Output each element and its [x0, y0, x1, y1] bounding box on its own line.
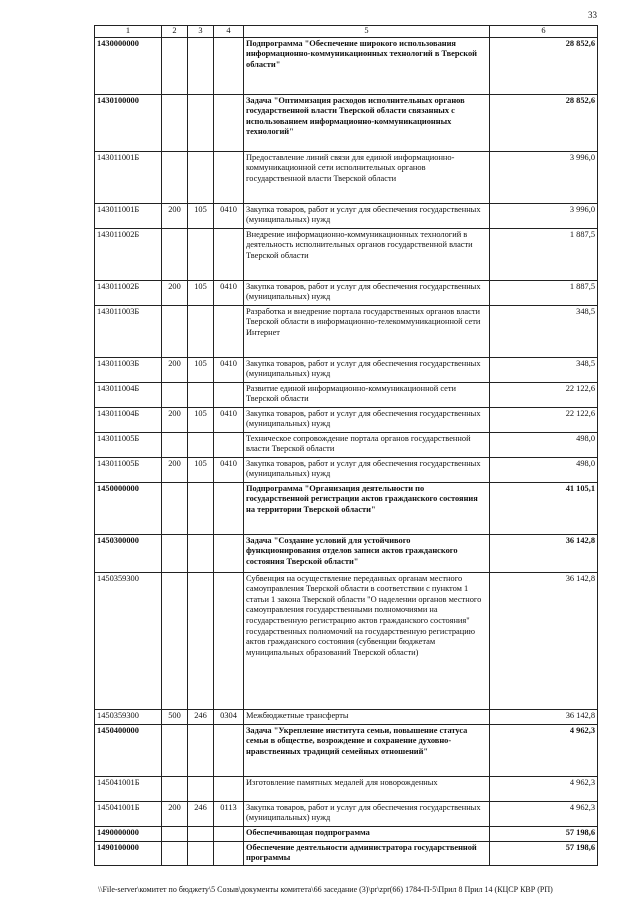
table-row: [95, 432, 598, 457]
col4-cell: [214, 151, 244, 203]
name-cell: Обеспечение деятельности администратора государственной программы: [244, 841, 490, 865]
table-row: [95, 37, 598, 94]
table-row: [95, 151, 598, 203]
col4-cell: [214, 382, 244, 407]
col2-cell: [162, 37, 188, 94]
amount-cell: 36 142,8: [490, 534, 598, 572]
col4-cell: [214, 724, 244, 776]
col3-cell: [188, 826, 214, 841]
amount-cell: 4 962,3: [490, 724, 598, 776]
col4-cell: [214, 305, 244, 357]
col3-cell: [188, 776, 214, 801]
col2-cell: 500: [162, 709, 188, 724]
col3-cell: 246: [188, 709, 214, 724]
col3-cell: [188, 37, 214, 94]
name-cell: Техническое сопровождение портала органов государственной власти Тверской области: [244, 432, 490, 457]
header-cell: 2: [162, 26, 188, 38]
table-row: [95, 534, 598, 572]
col3-cell: [188, 841, 214, 865]
col2-cell: [162, 94, 188, 151]
header-cell: 3: [188, 26, 214, 38]
col4-cell: [214, 841, 244, 865]
code-cell: 143011003Б: [95, 305, 162, 357]
col4-cell: [214, 534, 244, 572]
col2-cell: [162, 228, 188, 280]
name-cell: Развитие единой информационно-коммуникационной сети Тверской области: [244, 382, 490, 407]
code-cell: 143011001Б: [95, 203, 162, 228]
col2-cell: [162, 826, 188, 841]
name-cell: Разработка и внедрение портала государственных органов власти Тверской области в информационно-телекоммуникационной сети Интернет: [244, 305, 490, 357]
name-cell: Задача "Оптимизация расходов исполнительных органов государственной власти Тверской области связанных с использованием информационно-коммуникационных технологий": [244, 94, 490, 151]
amount-cell: 3 996,0: [490, 151, 598, 203]
code-cell: 1490000000: [95, 826, 162, 841]
amount-cell: 57 198,6: [490, 826, 598, 841]
col2-cell: [162, 724, 188, 776]
col2-cell: [162, 382, 188, 407]
header-row: [95, 26, 598, 38]
budget-table: [94, 25, 598, 866]
table-row: [95, 407, 598, 432]
amount-cell: 36 142,8: [490, 572, 598, 709]
amount-cell: 498,0: [490, 457, 598, 482]
amount-cell: 4 962,3: [490, 776, 598, 801]
col4-cell: [214, 482, 244, 534]
col2-cell: [162, 572, 188, 709]
amount-cell: 348,5: [490, 357, 598, 382]
col3-cell: 246: [188, 801, 214, 826]
col3-cell: [188, 228, 214, 280]
name-cell: Задача "Укрепление института семьи, повышение статуса семьи в обществе, возрождение и сохранение духовно-нравственных традиций семейных отношений": [244, 724, 490, 776]
file-path-footer: \\File-server\комитет по бюджету\5 Созыв\документы комитета\66 заседание (3)\pr\zpr(66) 1784-П-5\Прил 8 Прил 14 (КЦСР КВР (РП): [98, 885, 553, 894]
table-row: [95, 841, 598, 865]
col3-cell: [188, 482, 214, 534]
name-cell: Внедрение информационно-коммуникационных технологий в деятельность исполнительных органов государственной власти Тверской области: [244, 228, 490, 280]
table-row: [95, 572, 598, 709]
col4-cell: 0410: [214, 407, 244, 432]
col2-cell: [162, 841, 188, 865]
name-cell: Подпрограмма "Организация деятельности по государственной регистрации актов гражданского состояния на территории Тверской области": [244, 482, 490, 534]
table-row: [95, 826, 598, 841]
col2-cell: 200: [162, 357, 188, 382]
col2-cell: [162, 151, 188, 203]
col4-cell: [214, 94, 244, 151]
header-cell: 5: [244, 26, 490, 38]
name-cell: Закупка товаров, работ и услуг для обеспечения государственных (муниципальных) нужд: [244, 801, 490, 826]
header-cell: 6: [490, 26, 598, 38]
table-row: [95, 228, 598, 280]
code-cell: 143011005Б: [95, 457, 162, 482]
col4-cell: 0410: [214, 357, 244, 382]
name-cell: Обеспечивающая подпрограмма: [244, 826, 490, 841]
col4-cell: [214, 826, 244, 841]
col4-cell: [214, 228, 244, 280]
name-cell: Изготовление памятных медалей для новорожденных: [244, 776, 490, 801]
code-cell: 1430100000: [95, 94, 162, 151]
table-row: [95, 382, 598, 407]
col3-cell: [188, 94, 214, 151]
code-cell: 143011005Б: [95, 432, 162, 457]
amount-cell: 28 852,6: [490, 94, 598, 151]
code-cell: 1450300000: [95, 534, 162, 572]
col3-cell: [188, 382, 214, 407]
table-row: [95, 305, 598, 357]
col2-cell: [162, 482, 188, 534]
col3-cell: 105: [188, 457, 214, 482]
col2-cell: 200: [162, 457, 188, 482]
col4-cell: [214, 37, 244, 94]
amount-cell: 22 122,6: [490, 407, 598, 432]
table-row: [95, 482, 598, 534]
table-row: [95, 457, 598, 482]
col3-cell: [188, 151, 214, 203]
amount-cell: 41 105,1: [490, 482, 598, 534]
name-cell: Закупка товаров, работ и услуг для обеспечения государственных (муниципальных) нужд: [244, 457, 490, 482]
table-row: [95, 203, 598, 228]
code-cell: 1490100000: [95, 841, 162, 865]
col2-cell: 200: [162, 801, 188, 826]
table-row: [95, 709, 598, 724]
code-cell: 145041001Б: [95, 801, 162, 826]
col4-cell: 0410: [214, 203, 244, 228]
name-cell: Подпрограмма "Обеспечение широкого использования информационно-коммуникационных технологий в Тверской области": [244, 37, 490, 94]
col3-cell: 105: [188, 203, 214, 228]
amount-cell: 1 887,5: [490, 228, 598, 280]
col2-cell: [162, 776, 188, 801]
code-cell: 143011003Б: [95, 357, 162, 382]
code-cell: 143011002Б: [95, 280, 162, 305]
amount-cell: 3 996,0: [490, 203, 598, 228]
name-cell: Закупка товаров, работ и услуг для обеспечения государственных (муниципальных) нужд: [244, 357, 490, 382]
col4-cell: 0304: [214, 709, 244, 724]
table-row: [95, 94, 598, 151]
name-cell: Задача "Создание условий для устойчивого функционирования отделов записи актов гражданского состояния Тверской области": [244, 534, 490, 572]
amount-cell: 348,5: [490, 305, 598, 357]
col3-cell: 105: [188, 407, 214, 432]
table-row: [95, 357, 598, 382]
code-cell: 143011001Б: [95, 151, 162, 203]
col3-cell: [188, 724, 214, 776]
amount-cell: 1 887,5: [490, 280, 598, 305]
name-cell: Предоставление линий связи для единой информационно-коммуникационной сети исполнительных органов государственной власти Тверской области: [244, 151, 490, 203]
table-row: [95, 724, 598, 776]
col3-cell: [188, 572, 214, 709]
code-cell: 145041001Б: [95, 776, 162, 801]
table-body: [95, 37, 598, 865]
header-cell: 4: [214, 26, 244, 38]
col2-cell: [162, 534, 188, 572]
col4-cell: [214, 776, 244, 801]
amount-cell: 4 962,3: [490, 801, 598, 826]
col4-cell: [214, 432, 244, 457]
col2-cell: 200: [162, 280, 188, 305]
col2-cell: [162, 305, 188, 357]
table-row: [95, 280, 598, 305]
col4-cell: 0410: [214, 280, 244, 305]
code-cell: 143011004Б: [95, 407, 162, 432]
amount-cell: 28 852,6: [490, 37, 598, 94]
name-cell: Межбюджетные трансферты: [244, 709, 490, 724]
name-cell: Закупка товаров, работ и услуг для обеспечения государственных (муниципальных) нужд: [244, 280, 490, 305]
page-number: 33: [588, 10, 597, 20]
code-cell: 143011002Б: [95, 228, 162, 280]
amount-cell: 498,0: [490, 432, 598, 457]
col3-cell: 105: [188, 357, 214, 382]
code-cell: 1450400000: [95, 724, 162, 776]
amount-cell: 22 122,6: [490, 382, 598, 407]
code-cell: 1450359300: [95, 709, 162, 724]
col3-cell: [188, 432, 214, 457]
col3-cell: 105: [188, 280, 214, 305]
col3-cell: [188, 534, 214, 572]
col4-cell: 0113: [214, 801, 244, 826]
col2-cell: 200: [162, 203, 188, 228]
table-row: [95, 776, 598, 801]
amount-cell: 57 198,6: [490, 841, 598, 865]
name-cell: Субвенция на осуществление переданных органам местного самоуправления Тверской области в соответствии с пунктом 1 статьи 1 закона Тверской области "О наделении органов местного самоуправления государственными полномочиями на государственную регистрацию актов гражданского состояния" государственных полномочий на государственную регистрацию актов гражданского состояния (субвенции бюджетам муниципальных образований Тверской области): [244, 572, 490, 709]
table-row: [95, 801, 598, 826]
col2-cell: 200: [162, 407, 188, 432]
col3-cell: [188, 305, 214, 357]
code-cell: 1450000000: [95, 482, 162, 534]
amount-cell: 36 142,8: [490, 709, 598, 724]
col2-cell: [162, 432, 188, 457]
code-cell: 1450359300: [95, 572, 162, 709]
name-cell: Закупка товаров, работ и услуг для обеспечения государственных (муниципальных) нужд: [244, 203, 490, 228]
name-cell: Закупка товаров, работ и услуг для обеспечения государственных (муниципальных) нужд: [244, 407, 490, 432]
header-cell: 1: [95, 26, 162, 38]
col4-cell: 0410: [214, 457, 244, 482]
code-cell: 1430000000: [95, 37, 162, 94]
col4-cell: [214, 572, 244, 709]
code-cell: 143011004Б: [95, 382, 162, 407]
